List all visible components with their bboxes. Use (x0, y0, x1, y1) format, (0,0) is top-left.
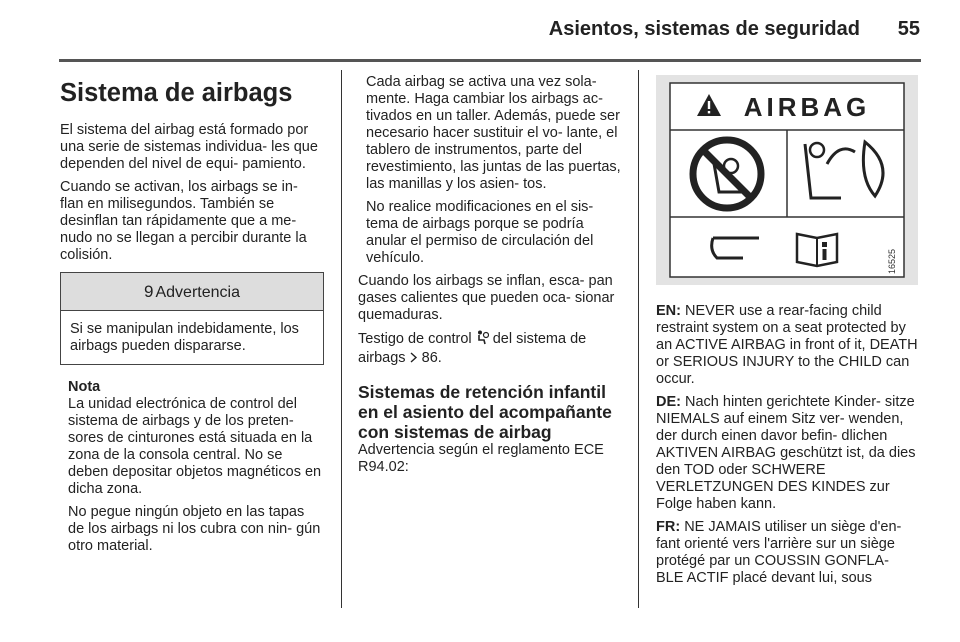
control-light-text: del sistema de airbags (358, 331, 587, 366)
paragraph-en: EN: NEVER use a rear-facing child restraint system on a seat protected by an ACTIVE AIRBAG in front of it, DEATH or SERIOUS INJURY to the CHILD can occur. (656, 303, 918, 387)
paragraph: Cuando se activan, los airbags se in- flan en milisegundos. También se desinflan tan rápidamente que a me- nudo no se llegan a percibir durante la colisión. (60, 179, 307, 263)
warning-box (60, 272, 324, 365)
paragraph: Advertencia según el reglamento ECE R94.02: (358, 442, 604, 475)
subsection-title: Sistemas de retención infantil en el asiento del acompañante con sistemas de airbag (358, 382, 612, 442)
running-header-title: Asientos, sistemas de seguridad (548, 18, 860, 40)
paragraph: Cuando los airbags se inflan, esca- pan gases calientes que pueden oca- sionar quemaduras. (358, 273, 615, 323)
warning-title: Advertencia (155, 284, 240, 301)
indented-block (358, 74, 622, 267)
column-middle (358, 74, 622, 482)
column-right (656, 74, 920, 593)
airbag-warning-icon (476, 330, 489, 350)
figure-code: 16525 (887, 248, 897, 274)
section-title: Sistema de airbags (60, 79, 293, 107)
note (60, 379, 324, 555)
warning-header (61, 273, 323, 311)
column-left (60, 74, 324, 561)
note-text: No pegue ningún objeto en las tapas de los airbags ni los cubra con nin- gún otro material. (68, 504, 321, 554)
airbag-label-illustration (669, 82, 905, 278)
paragraph: El sistema del airbag está formado por una serie de sistemas individua- les que dependen del nivel de equi- pamiento. (60, 122, 318, 172)
warning-body: Si se manipulan indebidamente, los airbags pueden dispararse. (70, 321, 299, 354)
paragraph: Cada airbag se activa una vez sola- mente. Haga cambiar los airbags ac- tivados en un taller. Además, puede ser necesario hacer sustituir el vo- lante, el tablero de instrumentos, parte del revestimiento, las juntas de las puertas, las manillas y los asien- tos. (366, 74, 621, 192)
paragraph-de: DE: Nach hinten gerichtete Kinder- sitze NIEMALS auf einem Sitz ver- wenden, der durch einen davor befin- dlichen AKTIVEN AIRBAG geschützt ist, da dies den TOD oder SCHWERE VERLETZUNGEN DES KINDES zur Folge haben kann. (656, 394, 916, 512)
note-title: Nota (68, 379, 101, 395)
page-number: 55 (897, 18, 920, 40)
page-reference: 86. (421, 350, 442, 366)
column-divider-1 (341, 70, 342, 608)
note-text: La unidad electrónica de control del sistema de airbags y de los preten- sores de cinturones está situada en la zona de la consola central. No se deben depositar objetos magnéticos en dicha zona. (68, 396, 322, 497)
warning-triangle-icon: 9 (144, 282, 154, 301)
control-light-text: Testigo de control (358, 331, 472, 347)
header-rule (59, 59, 921, 62)
column-divider-2 (638, 70, 639, 608)
paragraph: No realice modificaciones en el sis- tema de airbags porque se podría anular el permiso de circulación del vehículo. (366, 199, 594, 266)
airbag-warning-label-figure (656, 75, 918, 285)
paragraph-fr: FR: NE JAMAIS utiliser un siège d'en- fant orienté vers l'arrière sur un siège protégé par un COUSSIN GONFLA- BLE ACTIF placé devant lui, sous (656, 519, 902, 586)
airbag-label-text: AIRBAG (743, 92, 871, 122)
paragraph (358, 330, 622, 368)
page-reference-arrow-icon (410, 351, 418, 368)
